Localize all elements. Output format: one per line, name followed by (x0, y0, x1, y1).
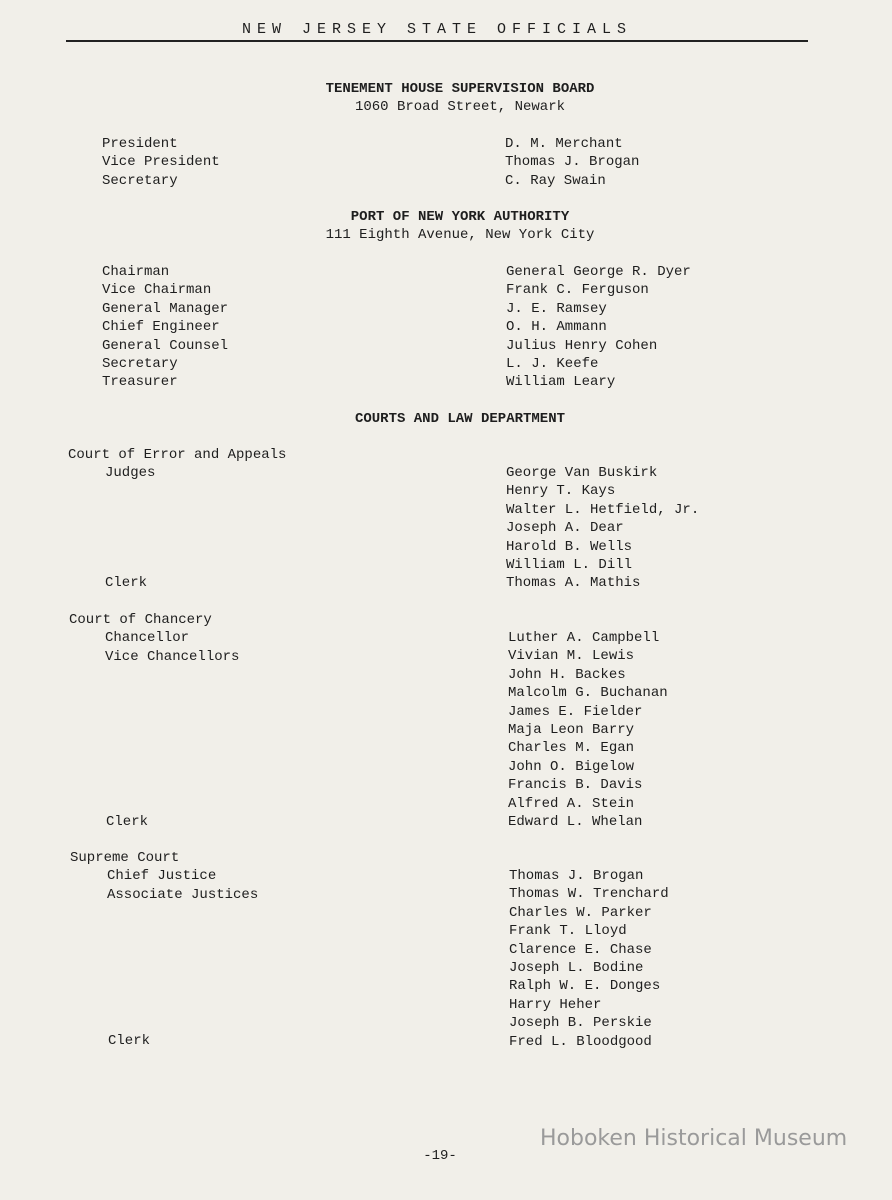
port-names (506, 263, 691, 392)
chancery-clerk-label-wrap (106, 813, 148, 831)
header-rule (66, 40, 808, 42)
tenement-title-item: Secretary (102, 172, 178, 189)
supreme-clerk-label-wrap (108, 1032, 150, 1050)
page-number: -19- (423, 1148, 457, 1164)
judges-label: Judges (105, 465, 156, 482)
chancery-name: Alfred A. Stein (508, 795, 635, 812)
supreme-name: Ralph W. E. Donges (509, 978, 661, 995)
judge-name: Harold B. Wells (506, 538, 633, 555)
judge-name: Joseph A. Dear (506, 520, 624, 537)
chancery-name: John H. Backes (508, 666, 626, 683)
port-title-item: Vice Chairman (102, 282, 212, 299)
supreme-name: Thomas J. Brogan (509, 868, 644, 884)
vice-chancellors-label: Vice Chancellors (105, 648, 240, 665)
tenement-title: TENEMENT HOUSE SUPERVISION BOARD (325, 81, 595, 97)
supreme-name: Joseph B. Perskie (509, 1015, 652, 1032)
port-name-item: O. H. Ammann (506, 319, 607, 336)
port-name-item: J. E. Ramsey (506, 300, 607, 317)
port-title-item: Treasurer (102, 374, 178, 391)
chancery-labels (69, 611, 239, 666)
supreme-clerk-name: Fred L. Bloodgood (509, 1033, 652, 1050)
chancery-names (508, 629, 668, 831)
supreme-clerk-label: Clerk (108, 1033, 151, 1049)
courts-section-heading (160, 410, 760, 428)
tenement-name-item: C. Ray Swain (505, 172, 606, 189)
port-address: 111 Eighth Avenue, New York City (325, 227, 595, 244)
tenement-titles (102, 135, 220, 190)
port-section-heading (160, 208, 760, 245)
chancery-name: Charles M. Egan (508, 740, 635, 757)
port-title-item: General Manager (102, 300, 229, 317)
chancery-name: Francis B. Davis (508, 777, 643, 794)
judge-name: George Van Buskirk (506, 465, 658, 481)
chancery-name: James E. Fielder (508, 703, 643, 720)
tenement-name-item: D. M. Merchant (505, 136, 623, 152)
judge-name: Henry T. Kays (506, 483, 616, 500)
supreme-name: Thomas W. Trenchard (509, 886, 669, 903)
supreme-name: Clarence E. Chase (509, 941, 652, 958)
tenement-name-item: Thomas J. Brogan (505, 154, 640, 171)
port-name-item: Frank C. Ferguson (506, 282, 649, 299)
watermark-text: Hoboken Historical Museum (540, 1126, 848, 1151)
page-header: NEW JERSEY STATE OFFICIALS (241, 21, 633, 38)
tenement-title-item: Vice President (102, 154, 220, 171)
port-title-item: General Counsel (102, 337, 229, 354)
supreme-labels (70, 849, 258, 904)
tenement-address: 1060 Broad Street, Newark (354, 99, 566, 116)
port-titles (102, 263, 228, 392)
chancery-name: Vivian M. Lewis (508, 648, 635, 665)
chancery-clerk-name: Edward L. Whelan (508, 813, 643, 830)
error-appeals-heading: Court of Error and Appeals (68, 447, 287, 463)
port-name-item: William Leary (506, 374, 616, 391)
error-appeals-labels (68, 446, 286, 483)
chancery-name: Malcolm G. Buchanan (508, 685, 668, 702)
tenement-section-heading (160, 80, 760, 117)
port-name-item: Julius Henry Cohen (506, 337, 658, 354)
port-title: PORT OF NEW YORK AUTHORITY (350, 209, 570, 225)
supreme-heading: Supreme Court (70, 850, 180, 866)
error-appeals-judges (506, 464, 699, 593)
courts-title: COURTS AND LAW DEPARTMENT (354, 411, 566, 427)
associate-justices-label: Associate Justices (107, 886, 259, 903)
chancery-name: Maja Leon Barry (508, 721, 635, 738)
chancellor-label: Chancellor (105, 630, 190, 647)
chancery-heading: Court of Chancery (69, 612, 212, 628)
port-name-item: General George R. Dyer (506, 264, 691, 280)
chief-justice-label: Chief Justice (107, 868, 217, 885)
chancery-name: John O. Bigelow (508, 758, 635, 775)
error-appeals-clerk-label-wrap (105, 574, 147, 592)
judge-name: Walter L. Hetfield, Jr. (506, 501, 700, 518)
judge-name: William L. Dill (506, 556, 633, 573)
supreme-name: Joseph L. Bodine (509, 959, 644, 976)
supreme-names (509, 867, 669, 1051)
supreme-name: Charles W. Parker (509, 904, 652, 921)
chancery-name: Luther A. Campbell (508, 630, 660, 646)
error-appeals-clerk-label: Clerk (105, 575, 148, 591)
port-title-item: Chief Engineer (102, 319, 220, 336)
supreme-name: Frank T. Lloyd (509, 923, 627, 940)
chancery-clerk-label: Clerk (106, 814, 149, 830)
tenement-title-item: President (102, 136, 178, 152)
port-name-item: L. J. Keefe (506, 355, 599, 372)
port-title-item: Chairman (102, 264, 170, 280)
port-title-item: Secretary (102, 355, 178, 372)
error-appeals-clerk-name: Thomas A. Mathis (506, 575, 641, 592)
tenement-names (505, 135, 639, 190)
supreme-name: Harry Heher (509, 996, 602, 1013)
